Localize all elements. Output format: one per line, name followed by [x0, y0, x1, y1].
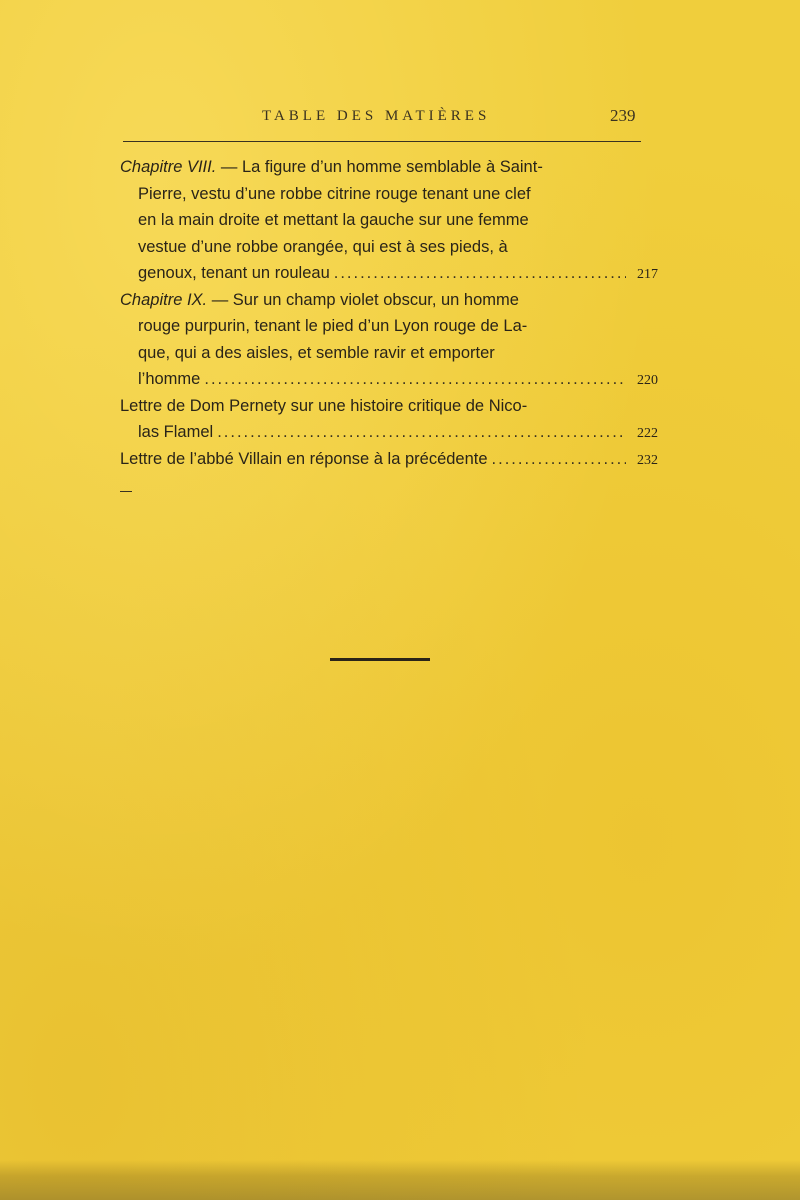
entry-text-line: las Flamel	[138, 423, 214, 441]
table-of-contents	[120, 154, 658, 472]
entry-page-number: 232	[637, 452, 658, 468]
running-title: TABLE DES MATIÈRES	[262, 108, 491, 124]
entry-text-line: Lettre de l’abbé Villain en réponse à la précédente	[120, 449, 488, 468]
header-rule	[123, 141, 641, 142]
entry-text-line: — La figure d’un homme semblable à Saint-	[220, 158, 543, 176]
entry-text-line: l’homme	[138, 370, 201, 388]
entry-text-line: Pierre, vestu d’une robbe citrine rouge tenant une clef	[138, 184, 531, 203]
page-edge-shadow	[0, 1160, 800, 1200]
entry-label: Chapitre IX.	[120, 290, 208, 309]
entry-label: Chapitre VIII.	[120, 158, 217, 176]
toc-entry-lettre-pernety	[120, 393, 658, 446]
entry-text-line: rouge purpurin, tenant le pied d’un Lyon rouge de La-	[138, 317, 528, 335]
toc-entry-chapitre-viii	[120, 154, 658, 287]
entry-text-line: genoux, tenant un rouleau	[138, 264, 330, 282]
dot-leader	[204, 366, 626, 393]
entry-text-line: en la main droite et mettant la gauche sur une femme	[138, 211, 529, 229]
entry-text-line: Lettre de Dom Pernety sur une histoire critique de Nico-	[120, 396, 528, 415]
entry-text-line: que, qui a des aisles, et semble ravir et emporter	[138, 343, 495, 362]
small-dash-mark	[120, 491, 132, 492]
end-rule	[330, 658, 430, 661]
toc-entry-chapitre-ix	[120, 287, 658, 393]
dot-leader	[492, 446, 626, 473]
entry-page-number: 217	[637, 267, 658, 282]
dot-leader	[334, 260, 626, 287]
entry-page-number: 220	[637, 373, 658, 388]
dot-leader	[217, 419, 626, 446]
page-number: 239	[610, 106, 636, 125]
entry-page-number: 222	[637, 426, 658, 441]
entry-text-line: — Sur un champ violet obscur, un homme	[211, 290, 519, 309]
entry-text-line: vestue d’une robbe orangée, qui est à ses pieds, à	[138, 237, 508, 256]
toc-entry-lettre-villain	[120, 446, 658, 473]
